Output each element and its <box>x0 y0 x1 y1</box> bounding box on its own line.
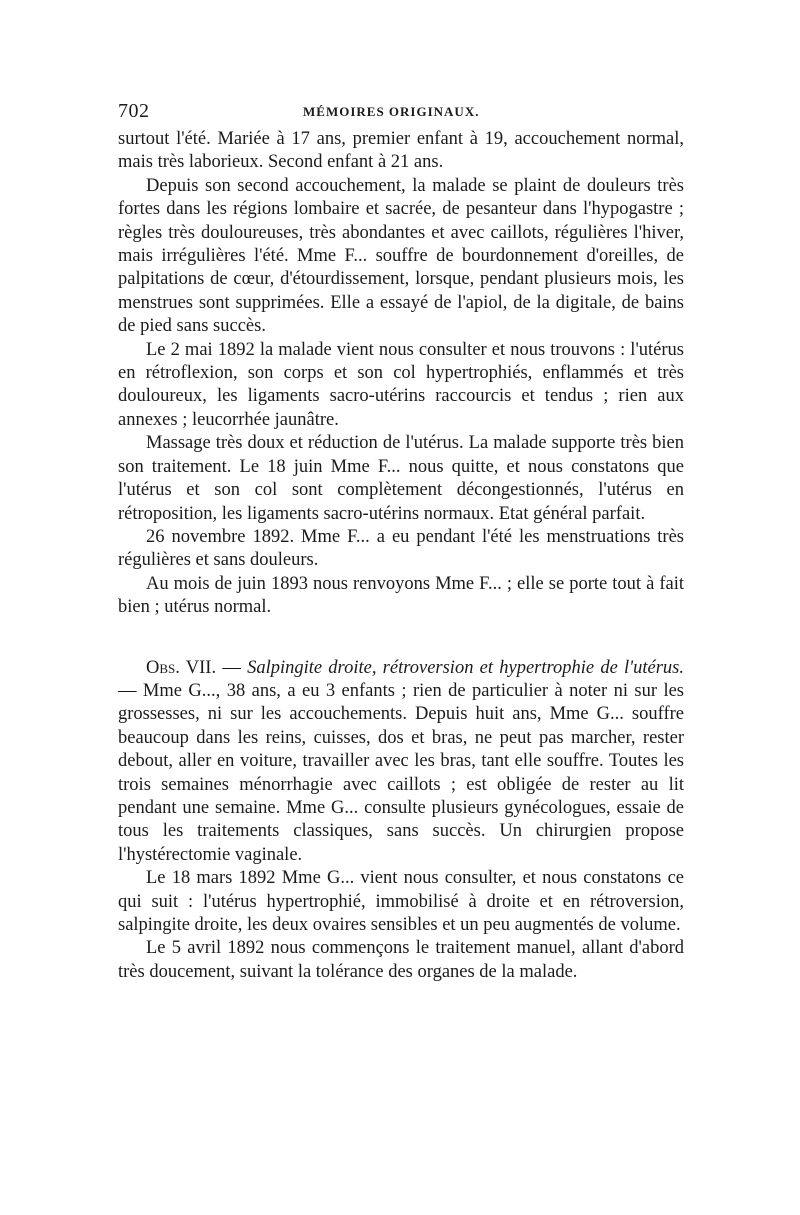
observation-dash: — <box>216 657 248 678</box>
paragraph-november: 26 novembre 1892. Mme F... a eu pendant l'été les menstruations très régulières et sans douleurs. <box>118 526 684 571</box>
paragraph-april: Le 5 avril 1892 nous commençons le traitement manuel, allant d'abord très doucement, suivant la tolérance des organes de la malade. <box>118 938 684 982</box>
paragraph-treatment: Massage très doux et réduction de l'utérus. La malade supporte très bien son traitement. Le 18 juin Mme F... nous quitte, et nous constatons que l'utérus et son col sont complètement décongestionnés, l'utérus en rétroposition, les ligaments sacro-utérins normaux. Etat général parfait. <box>118 433 684 524</box>
paragraph-history: Depuis son second accouchement, la malade se plaint de douleurs très fortes dans les régions lombaire et sacrée, de pesanteur dans l'hypogastre ; règles très douloureuses, très abondantes et avec caillots, régulières l'hiver, mais irrégulières l'été. Mme F... souffre de bourdonnement d'oreilles, de palpitations de cœur, d'étourdissement, lorsque, pendant plusieurs mois, les menstrues sont supprimées. Elle a essayé de l'apiol, de la digitale, de bains de pied sans succès. <box>118 175 684 337</box>
observation-paragraph <box>118 657 684 868</box>
paragraph-continuation: surtout l'été. Mariée à 17 ans, premier enfant à 19, accouchement normal, mais très laborieux. Second enfant à 21 ans. <box>118 129 684 173</box>
paragraph-march: Le 18 mars 1892 Mme G... vient nous consulter, et nous constatons ce qui suit : l'utérus hypertrophié, immobilisé à droite et en rétroversion, salpingite droite, les deux ovaires sensibles et un peu augmentés de volume. <box>118 868 684 935</box>
section-gap <box>118 620 684 657</box>
observation-label: Obs. VII. <box>146 657 217 678</box>
page-header <box>118 100 684 124</box>
observation-title: Salpingite droite, rétroversion et hypertrophie de l'utérus. <box>247 657 685 678</box>
body-text <box>118 128 684 984</box>
observation-text: — Mme G..., 38 ans, a eu 3 enfants ; rien de particulier à noter ni sur les grossesses, ni sur les accouchements. Depuis huit ans, Mme G... souffre beaucoup dans les reins, cuisses, dos et bras, ne peut pas marcher, rester debout, aller en voiture, travailler avec les bras, tant elle souffre. Toutes les trois semaines ménorrhagie avec caillots ; est obligée de rester au lit pendant une semaine. Mme G... consulte plusieurs gynécologues, essaie de tous les traitements classiques, sans succès. Un chirurgien propose l'hystérectomie vaginale. <box>118 680 684 865</box>
paragraph-consultation: Le 2 mai 1892 la malade vient nous consulter et nous trouvons : l'utérus en rétroflexion, son corps et son col hypertrophiés, enflammés et très douloureux, les ligaments sacro-utérins raccourcis et tendus ; rien aux annexes ; leucorrhée jaunâtre. <box>118 339 684 430</box>
paragraph-june: Au mois de juin 1893 nous renvoyons Mme F... ; elle se porte tout à fait bien ; utérus normal. <box>118 573 684 618</box>
running-title: MÉMOIRES ORIGINAUX. <box>303 104 480 119</box>
page-number: 702 <box>118 100 150 122</box>
